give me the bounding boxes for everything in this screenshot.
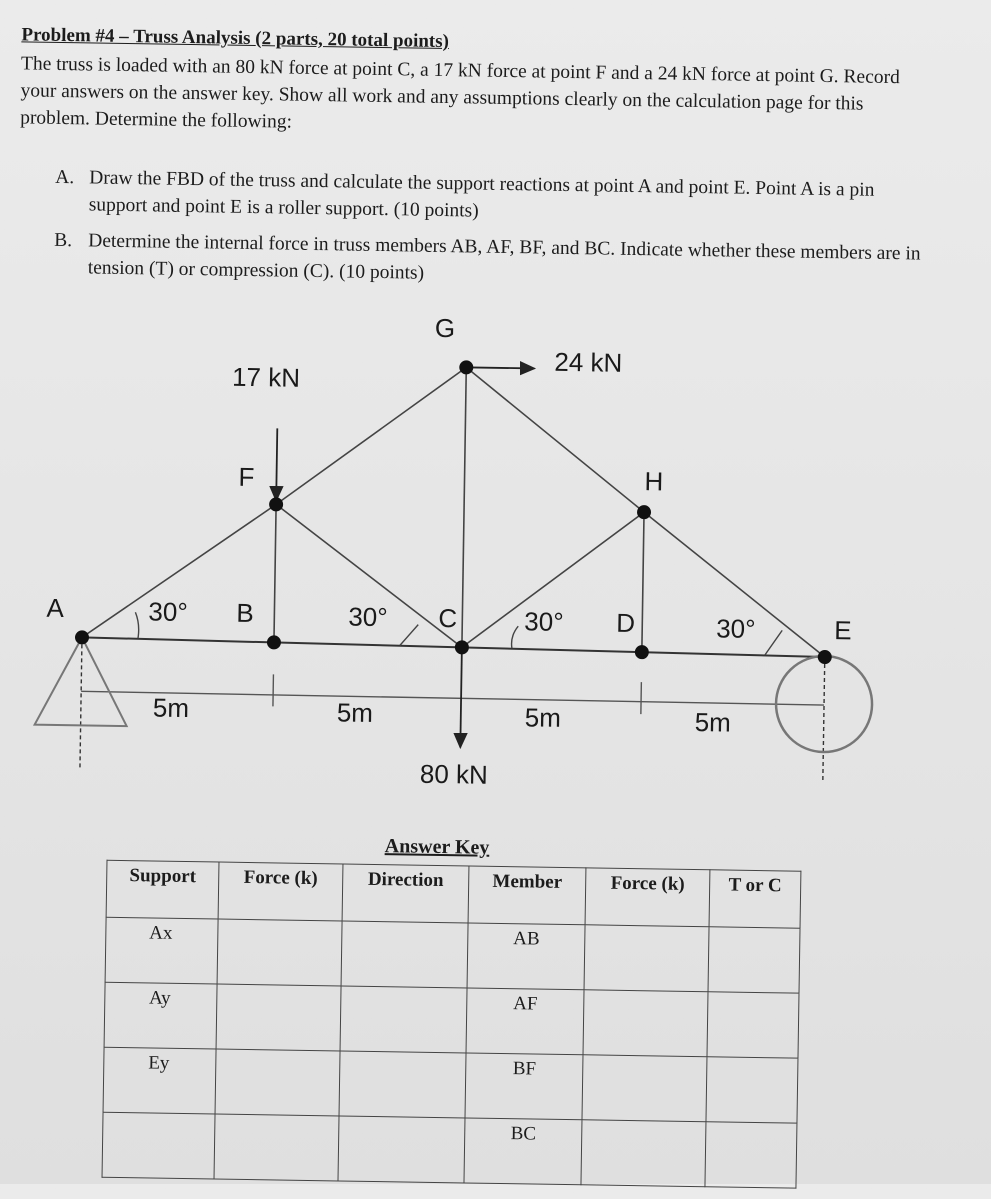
load-label-f: 17 kN: [231, 361, 301, 393]
member-cell: BC: [464, 1118, 582, 1185]
dimension-line: [81, 691, 824, 705]
table-row: [104, 982, 799, 1058]
tension-compression-input[interactable]: [707, 992, 799, 1058]
node-label-h: H: [644, 466, 664, 497]
table-row: [103, 1047, 798, 1123]
support-direction-input[interactable]: [338, 1116, 465, 1183]
part-a-letter: A.: [55, 166, 75, 189]
angle-arc-c-right: [511, 626, 518, 648]
support-force-input[interactable]: [215, 1049, 340, 1116]
tension-compression-input[interactable]: [705, 1122, 797, 1188]
member-force-input[interactable]: [582, 1055, 707, 1122]
support-direction-input[interactable]: [339, 1051, 466, 1118]
span-label-2: 5m: [336, 697, 374, 728]
dimension-tick-b: [273, 674, 274, 706]
part-a-text: Draw the FBD of the truss and calculate the support reactions at point A and point E. Point A is a pin support and point E is a roller support. (10 points): [88, 167, 875, 222]
span-label-1: 5m: [152, 692, 190, 724]
angle-arc-e: [765, 630, 782, 655]
support-cell: Ay: [104, 982, 217, 1049]
span-label-4: 5m: [694, 707, 732, 738]
member-cg: [462, 367, 466, 647]
header-direction: Direction: [342, 864, 469, 923]
load-label-c: 80 kN: [419, 758, 489, 790]
answer-key-table: [102, 860, 802, 1189]
node-c-dot: [455, 640, 469, 654]
angle-label-a: 30°: [148, 596, 188, 628]
problem-title: Problem #4 – Truss Analysis (2 parts, 20 total points): [21, 24, 450, 53]
truss-diagram: [0, 300, 986, 816]
support-force-input[interactable]: [214, 1114, 339, 1181]
member-force-input[interactable]: [583, 990, 708, 1057]
support-force-input[interactable]: [216, 984, 341, 1051]
tension-compression-input[interactable]: [708, 927, 800, 993]
span-label-3: 5m: [524, 702, 562, 733]
node-f-dot: [269, 497, 283, 511]
member-gh: [464, 367, 646, 512]
node-label-e: E: [833, 615, 852, 646]
member-cell: AB: [467, 923, 585, 990]
load-label-g: 24 kN: [554, 346, 623, 378]
member-force-input[interactable]: [584, 925, 709, 992]
part-b-text: Determine the internal force in truss members AB, AF, BF, and BC. Indicate whether these members are in tension (T) or compression (C). (10 points): [87, 230, 921, 284]
member-force-input[interactable]: [581, 1120, 706, 1187]
header-support: Support: [106, 860, 219, 919]
angle-arc-a: [135, 612, 139, 638]
angle-label-c-left: 30°: [348, 601, 388, 633]
support-force-input[interactable]: [217, 919, 342, 986]
node-b-dot: [267, 635, 281, 649]
part-a: [55, 164, 926, 232]
angle-label-e: 30°: [715, 613, 756, 644]
part-b: [54, 227, 925, 295]
node-label-b: B: [236, 597, 254, 629]
member-bf: [274, 504, 276, 642]
header-member: Member: [468, 866, 586, 925]
problem-intro: The truss is loaded with an 80 kN force at point C, a 17 kN force at point F and a 24 kN force at point G. Record your answers on the answer key. Show all work and any assumptions clearly on the calculation page for this problem. Determine the following:: [19, 53, 900, 133]
node-label-g: G: [434, 312, 456, 344]
table-row: [105, 917, 800, 993]
answer-key-title: Answer Key: [384, 835, 490, 859]
part-b-letter: B.: [54, 229, 73, 252]
node-d-dot: [635, 645, 649, 659]
node-a-dot: [75, 630, 89, 644]
node-label-a: A: [46, 592, 65, 624]
dimension-tick-d: [641, 682, 642, 714]
support-cell: Ey: [103, 1047, 216, 1114]
dashed-extension-e: [823, 657, 825, 783]
table-row: [102, 1112, 797, 1188]
load-arrow-g: [470, 367, 534, 368]
dashed-extension-a: [80, 637, 82, 769]
node-label-c: C: [438, 602, 458, 634]
angle-label-c-right: 30°: [524, 606, 564, 637]
load-arrow-c: [460, 649, 462, 747]
member-cell: AF: [466, 988, 584, 1055]
node-label-f: F: [238, 461, 255, 493]
angle-arc-c-left: [400, 624, 418, 645]
header-t-or-c: T or C: [709, 870, 801, 928]
node-label-d: D: [616, 607, 636, 639]
support-cell: Ax: [105, 917, 218, 984]
support-direction-input[interactable]: [340, 986, 467, 1053]
member-fg: [276, 364, 466, 507]
member-dh: [642, 512, 644, 652]
load-arrow-f: [276, 428, 277, 500]
support-cell: [102, 1112, 215, 1179]
header-force-k: Force (k): [218, 862, 343, 921]
member-cell: BF: [465, 1053, 583, 1120]
support-direction-input[interactable]: [341, 921, 468, 988]
tension-compression-input[interactable]: [706, 1057, 798, 1123]
header-member-force-k: Force (k): [585, 868, 710, 927]
